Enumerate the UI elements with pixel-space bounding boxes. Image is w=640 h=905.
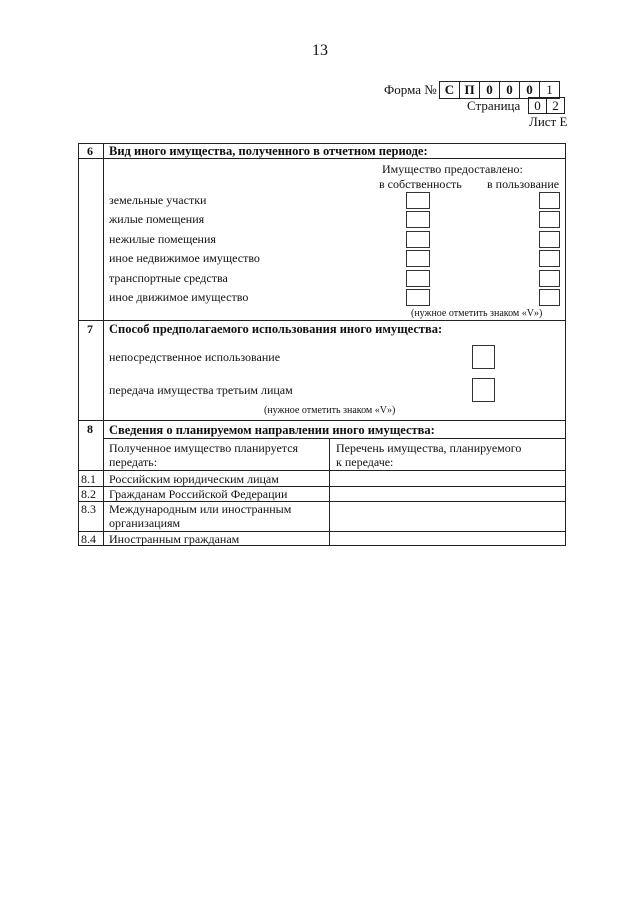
form-table	[78, 143, 566, 546]
section-6-title: Вид иного имущества, полученного в отчетном периоде:	[109, 144, 428, 158]
row-8-3-number: 8.3	[81, 502, 96, 516]
row-8-3-value-field[interactable]	[330, 502, 566, 531]
column-use: в пользование	[487, 177, 560, 191]
row-8-2-value-field[interactable]	[330, 487, 566, 501]
checkbox-vehicles-ownership[interactable]	[406, 270, 430, 287]
item-residential: жилые помещения	[109, 212, 205, 226]
section-8-number: 8	[87, 422, 93, 436]
sheet-label: Лист Е	[529, 114, 568, 129]
section-6-note: (нужное отметить знаком «V»)	[411, 308, 543, 319]
item-transfer-third-parties: передача имущества третьим лицам	[109, 383, 293, 397]
item-other-movable: иное движимое имущество	[109, 290, 249, 304]
checkbox-land-use[interactable]	[539, 192, 560, 209]
section-8-title: Сведения о планируемом направлении иного имущества:	[109, 423, 435, 437]
form-number-label: Форма №	[384, 82, 437, 97]
checkbox-other-realestate-ownership[interactable]	[406, 250, 430, 267]
row-8-1-value-field[interactable]	[330, 471, 566, 486]
item-other-real-estate: иное недвижимое имущество	[109, 251, 260, 265]
page-number: 13	[312, 42, 328, 59]
page-field	[529, 97, 565, 114]
section-6-number: 6	[87, 144, 93, 158]
checkbox-nonresidential-ownership[interactable]	[406, 231, 430, 248]
row-8-2-label: Гражданам Российской Федерации	[109, 487, 288, 501]
checkbox-transfer[interactable]	[472, 378, 495, 402]
section-7-title: Способ предполагаемого использования иного имущества:	[109, 322, 443, 336]
section-7-note: (нужное отметить знаком «V»)	[264, 405, 396, 416]
provided-header: Имущество предоставлено:	[382, 162, 523, 176]
page-label: Страница	[467, 98, 521, 113]
column-ownership: в собственность	[379, 177, 462, 191]
row-8-1-label: Российским юридическим лицам	[109, 472, 279, 486]
row-8-3-label-line2: организациям	[109, 516, 181, 530]
checkbox-other-movable-use[interactable]	[539, 289, 560, 306]
row-8-1-number: 8.1	[81, 472, 96, 486]
row-8-4-label: Иностранным гражданам	[109, 532, 240, 546]
checkbox-direct-use[interactable]	[472, 345, 495, 369]
checkbox-nonresidential-use[interactable]	[539, 231, 560, 248]
page-cell: 2	[546, 97, 565, 114]
form-code-cell: 0	[499, 81, 520, 99]
item-non-residential: нежилые помещения	[109, 232, 216, 246]
row-8-4-value-field[interactable]	[330, 532, 566, 546]
list-header-line1: Перечень имущества, планируемого	[336, 441, 522, 455]
checkbox-vehicles-use[interactable]	[539, 270, 560, 287]
form-code-cell: С	[439, 81, 460, 99]
page-cell: 0	[528, 97, 547, 114]
form-code-cell: П	[459, 81, 480, 99]
checkbox-residential-use[interactable]	[539, 211, 560, 228]
form-code-cell: 1	[539, 81, 560, 99]
item-direct-use: непосредственное использование	[109, 350, 281, 364]
row-8-4-number: 8.4	[81, 532, 96, 546]
checkbox-other-realestate-use[interactable]	[539, 250, 560, 267]
checkbox-land-ownership[interactable]	[406, 192, 430, 209]
item-land-plots: земельные участки	[109, 193, 207, 207]
transfer-header-line1: Полученное имущество планируется	[109, 441, 299, 455]
section-7-number: 7	[87, 322, 93, 336]
list-header-line2: к передаче:	[336, 455, 394, 469]
form-code-cell: 0	[479, 81, 500, 99]
transfer-header-line2: передать:	[109, 455, 158, 469]
checkbox-other-movable-ownership[interactable]	[406, 289, 430, 306]
form-code-cell: 0	[519, 81, 540, 99]
item-vehicles: транспортные средства	[109, 271, 228, 285]
row-8-2-number: 8.2	[81, 487, 96, 501]
row-8-3-label-line1: Международным или иностранным	[109, 502, 292, 516]
checkbox-residential-ownership[interactable]	[406, 211, 430, 228]
